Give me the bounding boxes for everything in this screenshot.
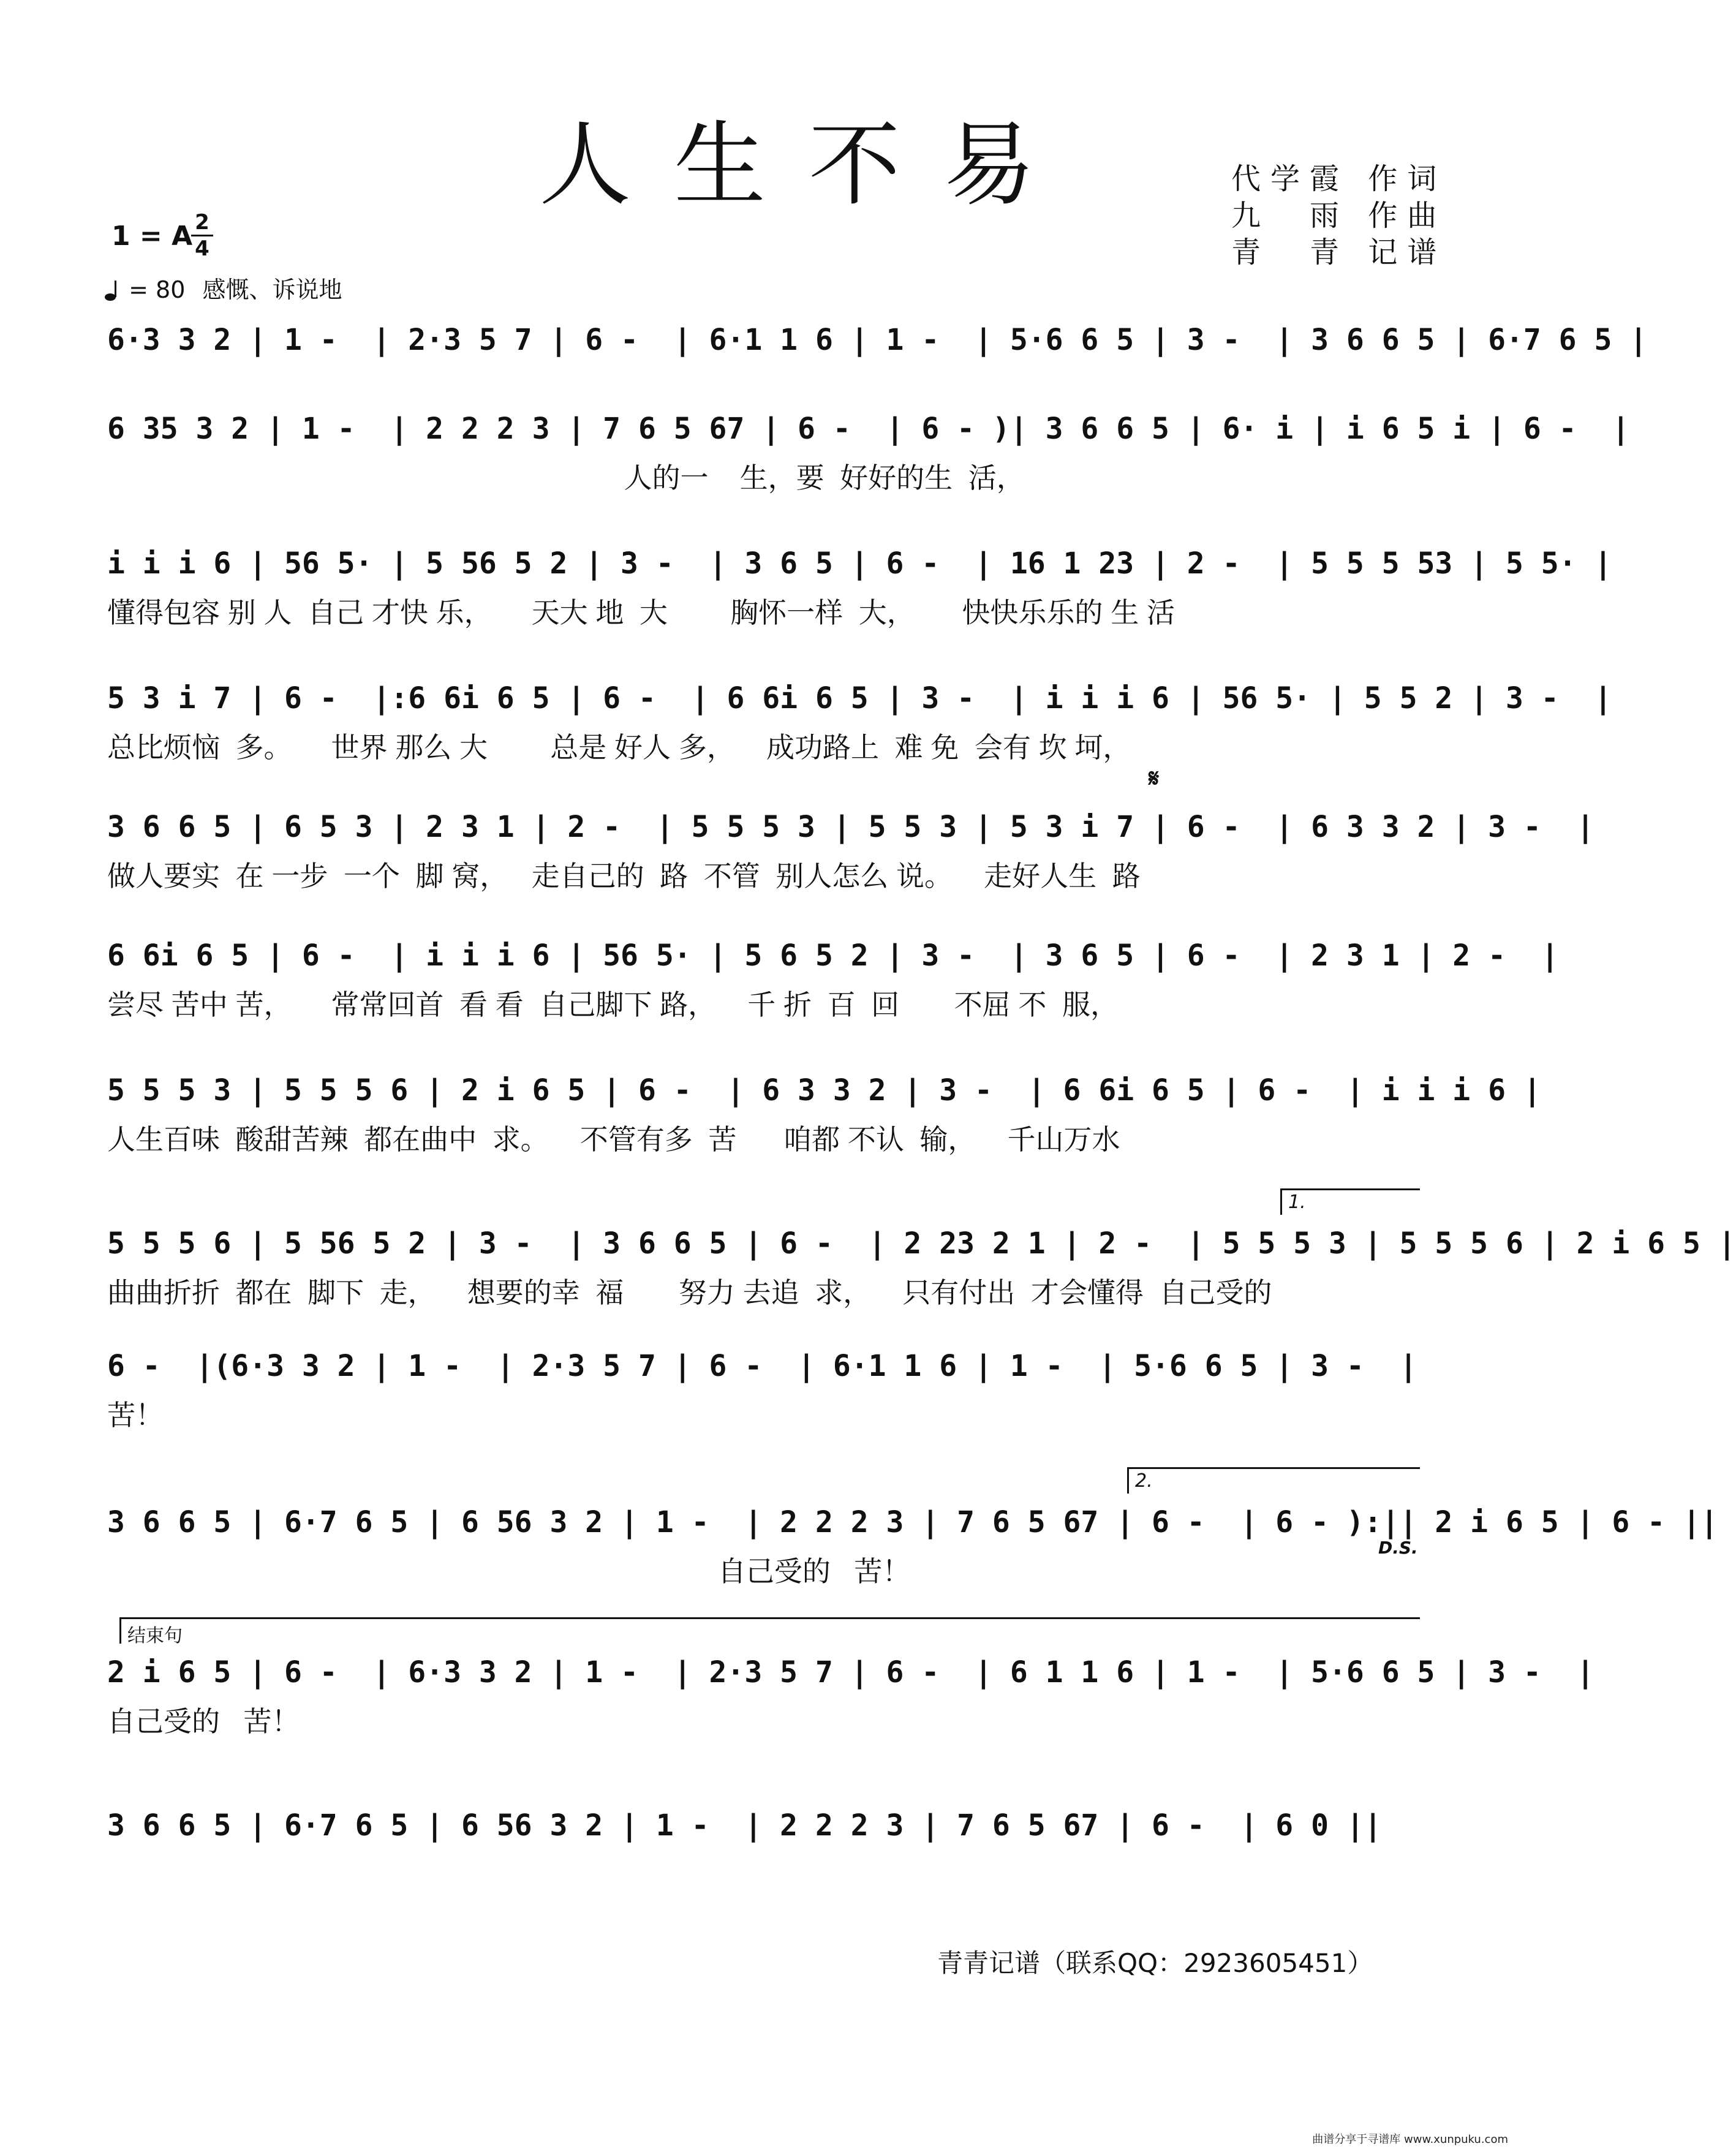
lyricist-credit: 代学霞 作词 xyxy=(1231,162,1447,196)
tempo-expression: 感慨、诉说地 xyxy=(202,276,342,303)
tempo-marking xyxy=(104,271,342,304)
staff-notes: 6·3 3 2 | 1 - | 2·3 5 7 | 6 - | 6·1 1 6 | 1 - | 5·6 6 5 | 3 - | 3 6 6 5 | 6·7 6 5 | xyxy=(107,323,1648,357)
staff-lyrics: 尝尽 苦中 苦， 常常回首 看 看 自己脚下 路， 千 折 百 回 不屈 不 服， xyxy=(107,989,1119,1021)
staff-notes: 5 5 5 6 | 5 56 5 2 | 3 - | 3 6 6 5 | 6 - | 2 23 2 1 | 2 - | 5 5 5 3 | 5 5 5 6 | 2 i 6 5 | xyxy=(107,1226,1736,1261)
volta-bracket-1 xyxy=(1280,1188,1420,1215)
segno-sign: 𝄋 xyxy=(1149,765,1160,793)
staff-notes: 2 i 6 5 | 6 - | 6·3 3 2 | 1 - | 2·3 5 7 | 6 - | 6 1 1 6 | 1 - | 5·6 6 5 | 3 - | xyxy=(107,1655,1594,1690)
staff-notes: 6 35 3 2 | 1 - | 2 2 2 3 | 7 6 5 67 | 6 - | 6 - )| 3 6 6 5 | 6· i | i 6 5 i | 6 - | xyxy=(107,412,1630,446)
staff-lyrics: 曲曲折折 都在 脚下 走， 想要的幸 福 努力 去追 求， 只有付出 才会懂得 自己受的 xyxy=(107,1277,1272,1309)
volta-bracket-2 xyxy=(1127,1467,1420,1494)
quarter-note-icon xyxy=(104,279,121,301)
ending-bracket xyxy=(119,1617,1420,1647)
staff-notes: 3 6 6 5 | 6·7 6 5 | 6 56 3 2 | 1 - | 2 2 2 3 | 7 6 5 67 | 6 - | 6 0 || xyxy=(107,1808,1382,1843)
staff-lyrics: 自己受的 苦！ xyxy=(107,1705,300,1737)
site-watermark: 曲谱分享于寻谱库 www.xunpuku.com xyxy=(1312,2133,1508,2146)
volta-1-label: 1. xyxy=(1288,1192,1306,1213)
time-signature-bottom: 4 xyxy=(195,236,209,261)
ds-marking: D.S. xyxy=(1378,1538,1418,1558)
staff-notes: 5 3 i 7 | 6 - |:6 6i 6 5 | 6 - | 6 6i 6 5 | 3 - | i i i 6 | 56 5· | 5 5 2 | 3 - | xyxy=(107,681,1612,716)
transcriber-contact: 青青记谱（联系QQ：2923605451） xyxy=(937,1948,1373,1978)
staff-lyrics: 懂得包容 别 人 自己 才快 乐， 天大 地 大 胸怀一样 大， 快快乐乐的 生 活 xyxy=(107,597,1175,629)
time-signature-top: 2 xyxy=(195,210,209,235)
staff-notes: 3 6 6 5 | 6 5 3 | 2 3 1 | 2 - | 5 5 5 3 | 5 5 3 | 5 3 i 7 | 6 - | 6 3 3 2 | 3 - | xyxy=(107,810,1594,844)
composer-credit: 九 雨 作曲 xyxy=(1231,198,1447,233)
staff-lyrics: 人生百味 酸甜苦辣 都在曲中 求。 不管有多 苦 咱都 不认 输， 千山万水 xyxy=(107,1124,1120,1155)
staff-lyrics: 自己受的 苦！ xyxy=(107,1555,911,1587)
staff-notes: 5 5 5 3 | 5 5 5 6 | 2 i 6 5 | 6 - | 6 3 3 2 | 3 - | 6 6i 6 5 | 6 - | i i i 6 | xyxy=(107,1073,1541,1108)
staff-notes: 6 6i 6 5 | 6 - | i i i 6 | 56 5· | 5 6 5 2 | 3 - | 3 6 5 | 6 - | 2 3 1 | 2 - | xyxy=(107,939,1559,973)
staff-lyrics: 苦！ xyxy=(107,1399,164,1431)
key-signature: 1 = A xyxy=(111,221,193,252)
volta-2-label: 2. xyxy=(1135,1470,1153,1492)
staff-notes: 6 - |(6·3 3 2 | 1 - | 2·3 5 7 | 6 - | 6·1 1 6 | 1 - | 5·6 6 5 | 3 - | xyxy=(107,1349,1417,1383)
staff-notes: 3 6 6 5 | 6·7 6 5 | 6 56 3 2 | 1 - | 2 2 2 3 | 7 6 5 67 | 6 - | 6 - ):|| 2 i 6 5 | 6 - || xyxy=(107,1505,1718,1539)
staff-lyrics: 人的一 生，要 好好的生 活， xyxy=(107,462,1025,494)
transcriber-credit: 青 青 记谱 xyxy=(1231,235,1447,270)
time-signature xyxy=(191,212,213,259)
song-title: 人生不易 xyxy=(539,112,1079,219)
staff-lyrics: 做人要实 在 一步 一个 脚 窝， 走自己的 路 不管 别人怎么 说。 走好人生 路 xyxy=(107,860,1141,892)
tempo-bpm: = 80 xyxy=(129,276,186,303)
staff-notes: i i i 6 | 56 5· | 5 56 5 2 | 3 - | 3 6 5 | 6 - | 16 1 23 | 2 - | 5 5 5 53 | 5 5· | xyxy=(107,546,1612,581)
ending-label: 结束句 xyxy=(127,1625,183,1647)
staff-lyrics: 总比烦恼 多。 世界 那么 大 总是 好人 多， 成功路上 难 免 会有 坎 坷， xyxy=(107,731,1131,763)
